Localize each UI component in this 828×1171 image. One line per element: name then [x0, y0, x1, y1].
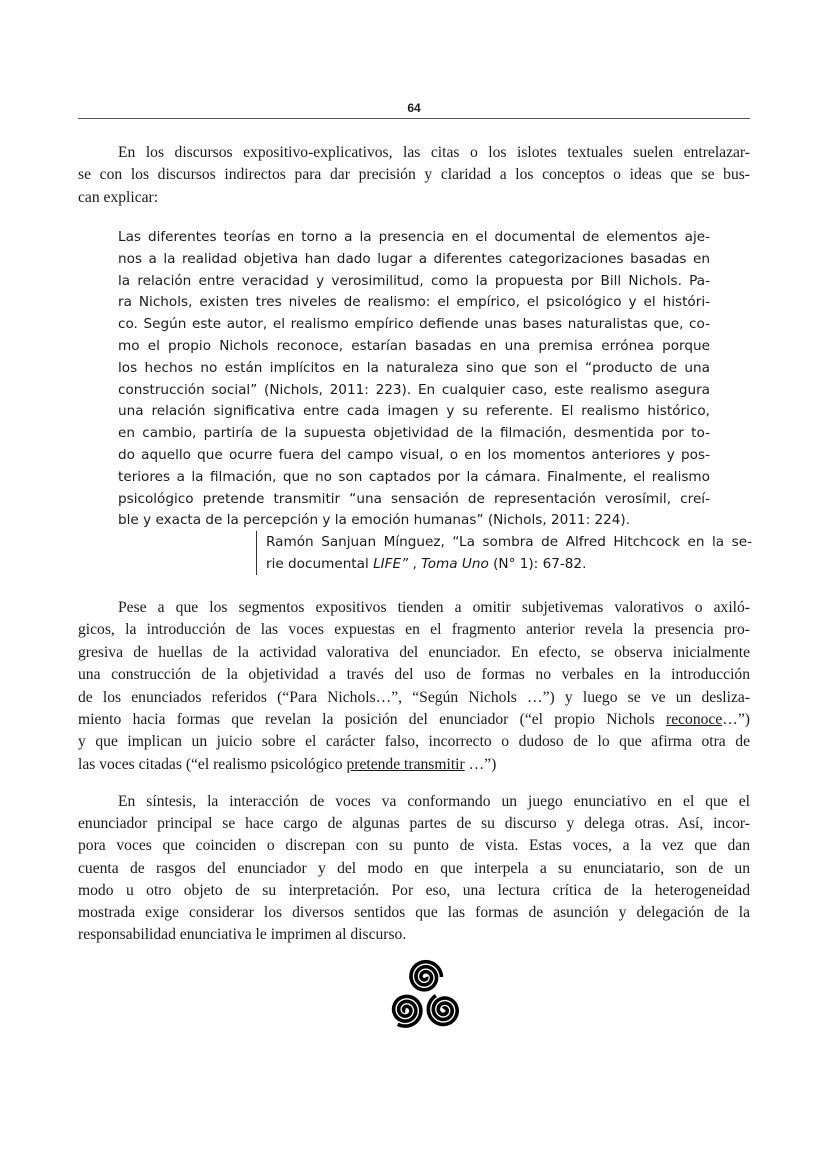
spiral [411, 962, 442, 990]
text-line [78, 709, 750, 731]
text-segment: gresiva de huellas de la actividad valorativa del enunciador. En efecto, se observa inicialmente [78, 643, 750, 661]
text-line [78, 619, 750, 641]
text-segment: , [408, 556, 422, 572]
text-line: se con los discursos indirectos para dar precisión y claridad a los conceptos o ideas que se bus- [78, 166, 750, 184]
text-line: teriores a la filmación, que no son captados por la cámara. Finalmente, el realismo [118, 468, 710, 485]
text-line: cuenta de rasgos del enunciador y del modo en que interpela a su enunciatario, son de un [78, 859, 750, 877]
italic-text: LIFE” [373, 556, 409, 572]
spiral [428, 996, 457, 1025]
text-line: En síntesis, la interacción de voces va conformando un juego enunciativo en el que el [118, 793, 750, 810]
quote-attribution [256, 531, 752, 575]
text-line: una relación significativa entre cada imagen y su referente. El realismo histórico, [118, 403, 710, 420]
text-line [78, 687, 750, 709]
text-line [78, 664, 750, 686]
text-line: la relación entre veracidad y verosimilitud, como la propuesta por Bill Nichols. Pa- [118, 272, 710, 289]
text-line [78, 597, 750, 619]
text-line [266, 553, 752, 575]
text-line: nos a la realidad objetiva han dado lugar a diferentes categorizaciones basadas en [118, 250, 710, 267]
text-segment: Pese a que los segmentos expositivos tienden a omitir subjetivemas valorativos o axiló- [118, 599, 750, 616]
page-number: 64 [407, 101, 421, 115]
text-line: can explicar: [78, 188, 159, 206]
text-line: ra Nichols, existen tres niveles de realismo: el empírico, el psicológico y el históri- [118, 294, 710, 311]
italic-text: Toma Uno [421, 556, 489, 572]
text-line: mo el propio Nichols reconoce, estarían basadas en una premisa errónea porque [118, 337, 710, 354]
underlined-text: reconoce [666, 710, 723, 728]
text-line: modo u otro objeto de su interpretación. Por eso, una lectura crítica de la heterogeneidad [78, 881, 750, 899]
paragraph-analysis [78, 597, 750, 776]
block-quote [118, 227, 710, 532]
underlined-text: pretende transmitir [346, 755, 465, 773]
text-line: en cambio, partiría de la supuesta objetividad de la filmación, desmentida por to- [118, 425, 710, 442]
text-line [78, 731, 750, 753]
text-line: Las diferentes teorías en torno a la presencia en el documental de elementos aje- [118, 229, 710, 245]
text-segment: …”) [722, 710, 750, 728]
text-segment: (N° 1): 67-82. [488, 556, 587, 572]
text-line: psicológico pretende transmitir “una sensación de representación verosímil, creí- [118, 490, 710, 507]
text-line [78, 642, 750, 664]
text-line: pora voces que coinciden o discrepan con su punto de vista. Estas voces, a la vez que dan [78, 837, 750, 855]
spiral [394, 996, 421, 1026]
text-segment: de los enunciados referidos (“Para Nichols…”, “Según Nichols …”) y luego se ve un desliza- [78, 688, 750, 706]
text-segment: gicos, la introducción de las voces expuestas en el fragmento anterior revela la presencia pro- [78, 621, 750, 639]
text-line: construcción social” (Nichols, 2011: 223). En cualquier caso, este realismo asegura [118, 381, 710, 398]
text-line: enunciador principal se hace cargo de algunas partes de su discurso y delega otras. Así, incor- [78, 815, 750, 833]
text-line: los hechos no están implícitos en la naturaleza sino que son el “producto de una [118, 359, 710, 376]
text-segment: rie documental [266, 556, 374, 572]
text-segment: Ramón Sanjuan Mínguez, “La sombra de Alfred Hitchcock en la se- [266, 534, 752, 550]
text-segment: una construcción de la objetividad a través del uso de formas no verbales en la introducción [78, 666, 750, 684]
text-line: ble y exacta de la percepción y la emoción humanas” (Nichols, 2011: 224). [118, 512, 631, 529]
text-line: En los discursos expositivo-explicativos, las citas o los islotes textuales suelen entrelazar- [118, 144, 750, 161]
paragraph-intro [78, 142, 750, 209]
text-line: do aquello que ocurre fuera del campo visual, o en los momentos anteriores y pos- [118, 446, 710, 463]
text-line [78, 754, 750, 776]
text-line: co. Según este autor, el realismo empírico defiende unas bases naturalistas que, co- [118, 316, 710, 333]
header-rule [78, 118, 750, 119]
text-line: mostrada exige considerar los diversos sentidos que las formas de asunción y delegación de la [78, 903, 750, 921]
paragraph-synthesis [78, 791, 750, 946]
text-line [266, 531, 752, 553]
text-line: responsabilidad enunciativa le imprimen al discurso. [78, 926, 407, 944]
text-segment: miento hacia formas que revelan la posición del enunciador (“el propio Nichols [78, 710, 666, 728]
text-segment: y que implican un juicio sobre el carácter falso, incorrecto o dudoso de lo que afirma otra de [78, 733, 750, 751]
text-segment: las voces citadas (“el realismo psicológico [78, 755, 347, 773]
text-segment: …”) [464, 755, 497, 773]
triskelion-icon [385, 955, 465, 1035]
